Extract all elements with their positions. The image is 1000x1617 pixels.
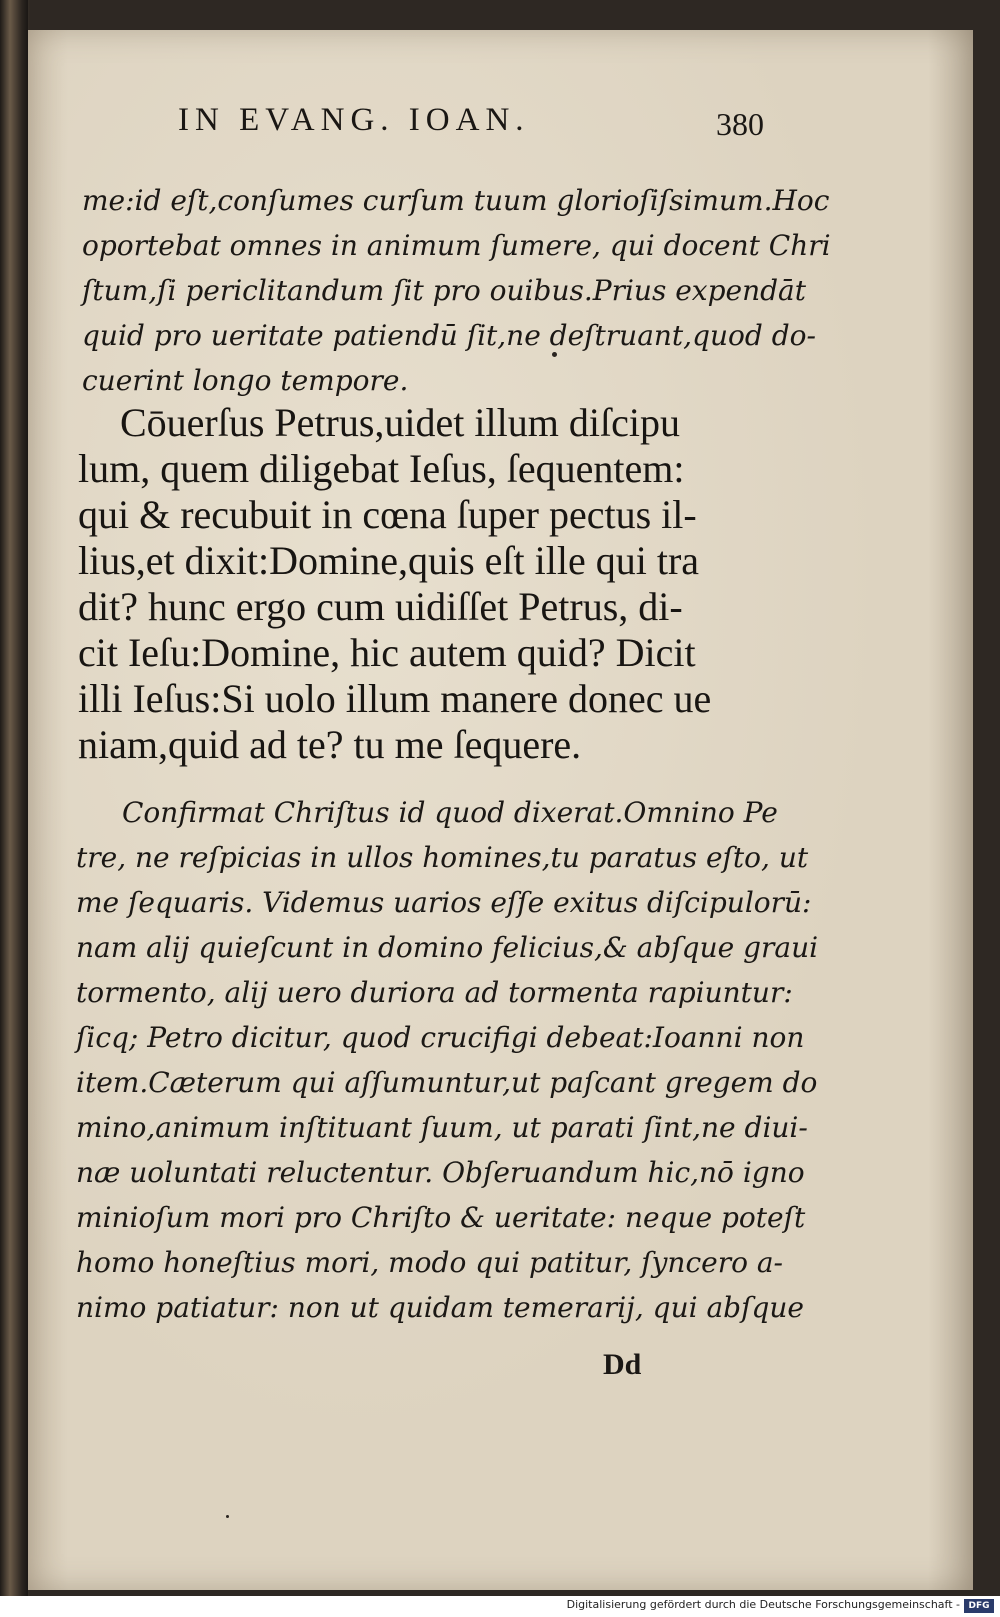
text-line: qui & recubuit in cœna ſuper pectus il- [78, 492, 697, 537]
text-line: cit Ieſu:Domine, hic autem quid? Dicit [78, 630, 696, 675]
text-line: tormento, alij uero duriora ad tormenta rapiuntur: [76, 976, 793, 1009]
text-line: nimo patiatur: non ut quidam temerarij, qui abſque [76, 1291, 804, 1324]
commentary-paragraph-2 [76, 790, 818, 1330]
text-line: lius,et dixit:Domine,quis eſt ille qui tra [78, 538, 700, 583]
text-line: minioſum mori pro Chriſto & ueritate: neque poteſt [76, 1201, 806, 1234]
scripture-passage [78, 400, 711, 768]
text-line: niam,quid ad te? tu me ſequere. [78, 722, 582, 767]
book-spine-edge [0, 0, 28, 1617]
text-line: oportebat omnes in animum ſumere, qui docent Chri [82, 229, 831, 262]
text-line: cuerint longo tempore. [82, 364, 409, 397]
text-line: quid pro ueritate patiendū ſit,ne deſtruant,quod do- [82, 319, 816, 352]
ink-speck [226, 1515, 229, 1518]
text-line: ſicq; Petro dicitur, quod crucifigi debeat:Ioanni non [76, 1021, 805, 1054]
text-line: nam alij quieſcunt in domino felicius,& abſque graui [76, 931, 819, 964]
dfg-logo: DFG [964, 1599, 994, 1613]
text-line: dit? hunc ergo cum uidiſſet Petrus, di- [78, 584, 683, 629]
running-title: IN EVANG. IOAN. [178, 102, 530, 138]
text-line: homo honeſtius mori, modo qui patitur, ſyncero a- [76, 1246, 783, 1279]
text-line: Cōuerſus Petrus,uidet illum diſcipu [120, 400, 680, 445]
text-line: ſtum,ſi periclitandum ſit pro ouibus.Prius expendāt [82, 274, 806, 307]
text-line: Confirmat Chriſtus id quod dixerat.Omnino Pe [122, 796, 778, 829]
signature-mark: Dd [603, 1348, 642, 1381]
page-number: 380 [716, 106, 764, 142]
book-page [28, 30, 973, 1590]
digitization-footer [0, 1596, 1000, 1617]
ink-speck [552, 352, 557, 357]
funding-credit: Digitalisierung gefördert durch die Deutsche Forschungsgemeinschaft - [566, 1598, 960, 1611]
commentary-paragraph-1 [82, 178, 831, 403]
text-line: illi Ieſus:Si uolo illum manere donec ue [78, 676, 712, 721]
text-line: lum, quem diligebat Ieſus, ſequentem: [78, 446, 685, 491]
text-line: item.Cæterum qui aſſumuntur,ut paſcant gregem do [76, 1066, 818, 1099]
text-line: tre, ne reſpicias in ullos homines,tu paratus eſto, ut [76, 841, 809, 874]
text-line: me ſequaris. Videmus uarios eſſe exitus diſcipulorū: [76, 886, 812, 919]
text-line: mino,animum inſtituant ſuum, ut parati ſint,ne diui- [76, 1111, 808, 1144]
text-line: me:id eſt,conſumes curſum tuum glorioſiſsimum.Hoc [82, 184, 830, 217]
text-line: næ uoluntati reluctentur. Obſeruandum hic,nō igno [76, 1156, 805, 1189]
